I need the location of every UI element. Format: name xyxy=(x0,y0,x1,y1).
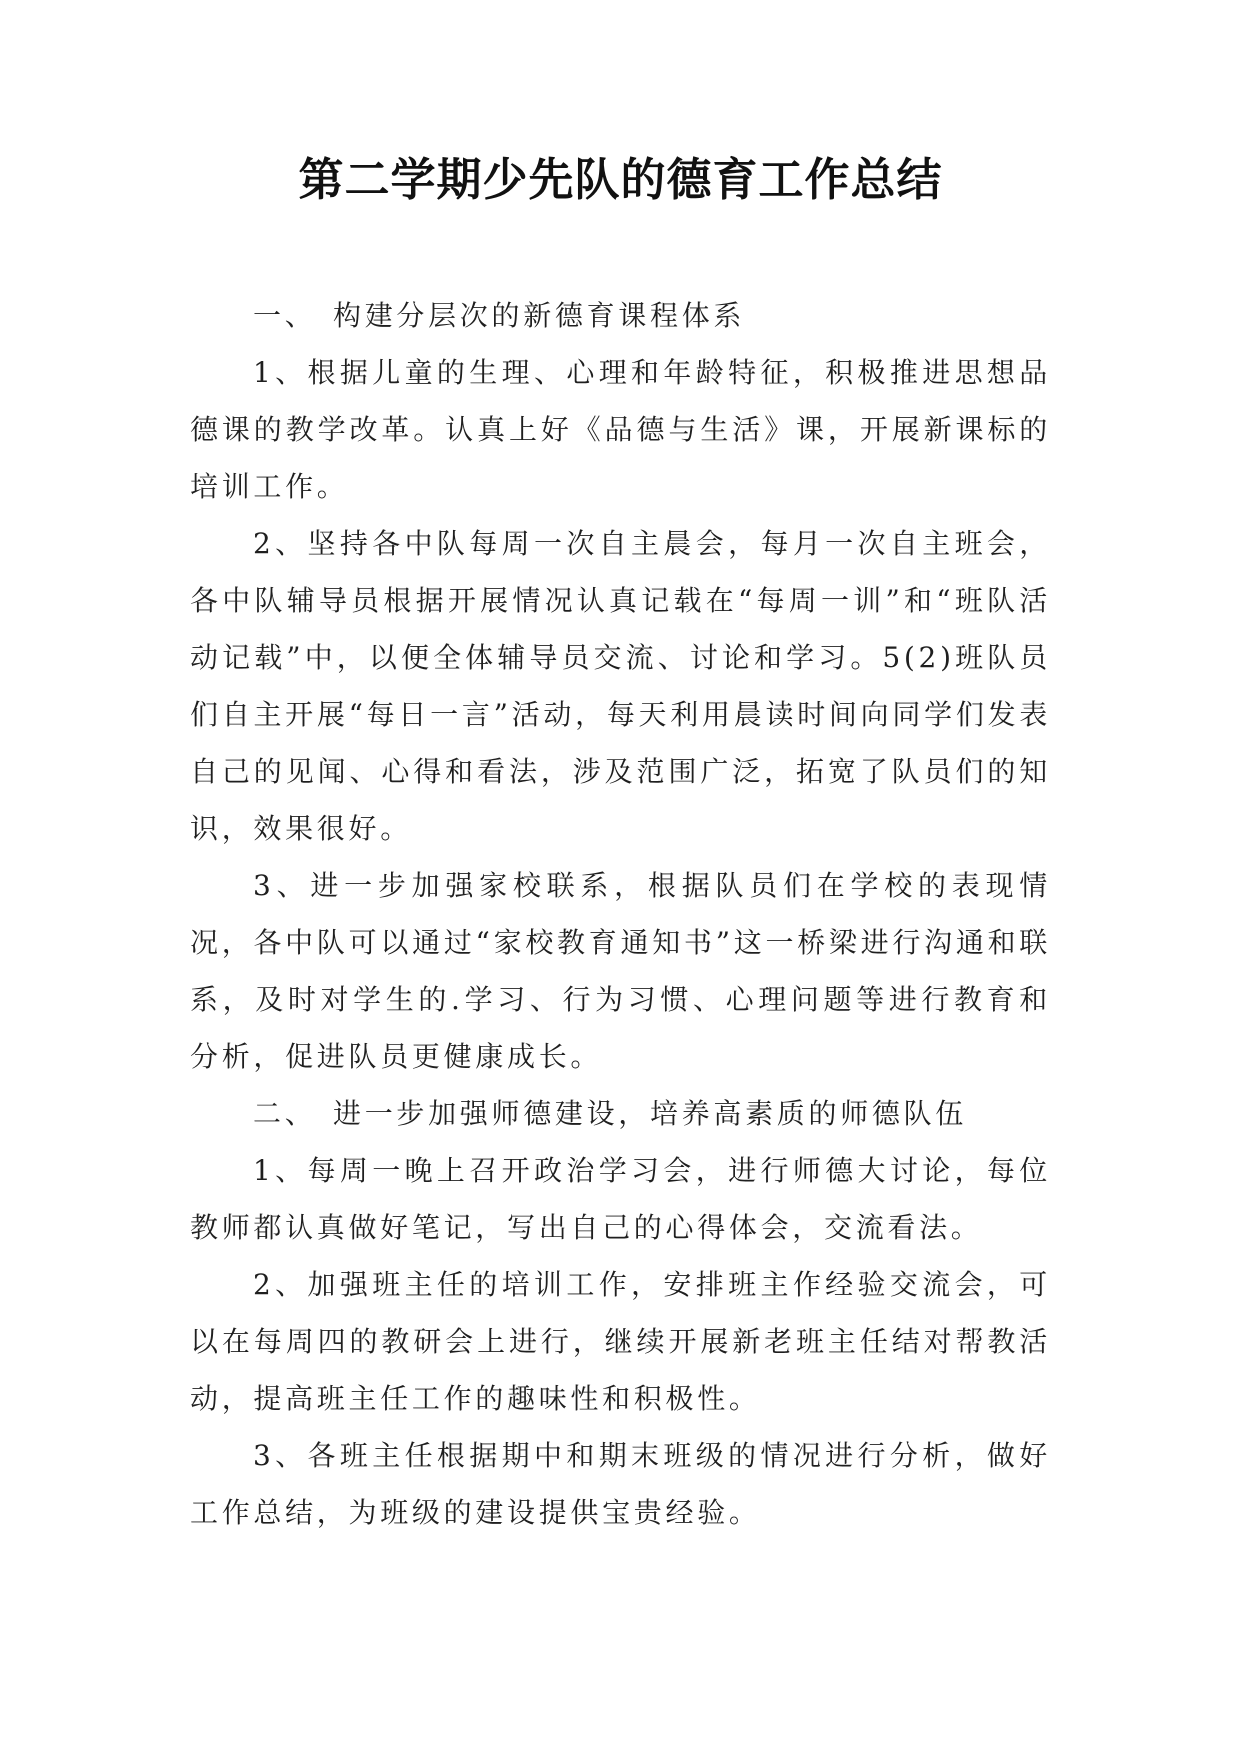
document-body xyxy=(190,287,1051,1541)
paragraph: 1、每周一晚上召开政治学习会，进行师德大讨论，每位教师都认真做好笔记，写出自己的心得体会，交流看法。 xyxy=(190,1154,1051,1244)
paragraph: 2、坚持各中队每周一次自主晨会，每月一次自主班会，各中队辅导员根据开展情况认真记载在“每周一训”和“班队活动记载”中，以便全体辅导员交流、讨论和学习。5(2)班队员们自主开展“每日一言”活动，每天利用晨读时间向同学们发表自己的见闻、心得和看法，涉及范围广泛，拓宽了队员们的知识，效果很好。 xyxy=(190,527,1051,845)
section-number-2: 二、 xyxy=(253,1097,317,1130)
paragraph: 3、各班主任根据期中和期末班级的情况进行分析，做好工作总结，为班级的建设提供宝贵经验。 xyxy=(190,1439,1051,1529)
section-number-1: 一、 xyxy=(253,299,317,332)
section-heading-1 xyxy=(190,287,1051,344)
paragraph: 3、进一步加强家校联系，根据队员们在学校的表现情况，各中队可以通过“家校教育通知书”这一桥梁进行沟通和联系，及时对学生的.学习、行为习惯、心理问题等进行教育和分析，促进队员更健康成长。 xyxy=(190,869,1051,1073)
section-title-2: 进一步加强师德建设，培养高素质的师德队伍 xyxy=(333,1097,968,1130)
paragraph: 1、根据儿童的生理、心理和年龄特征，积极推进思想品德课的教学改革。认真上好《品德与生活》课，开展新课标的培训工作。 xyxy=(190,356,1051,503)
section-heading-2 xyxy=(190,1085,1051,1142)
document-title: 第二学期少先队的德育工作总结 xyxy=(298,153,943,206)
section-title-1: 构建分层次的新德育课程体系 xyxy=(333,299,746,332)
paragraph: 2、加强班主任的培训工作，安排班主作经验交流会，可以在每周四的教研会上进行，继续开展新老班主任结对帮教活动，提高班主任工作的趣味性和积极性。 xyxy=(190,1268,1051,1415)
